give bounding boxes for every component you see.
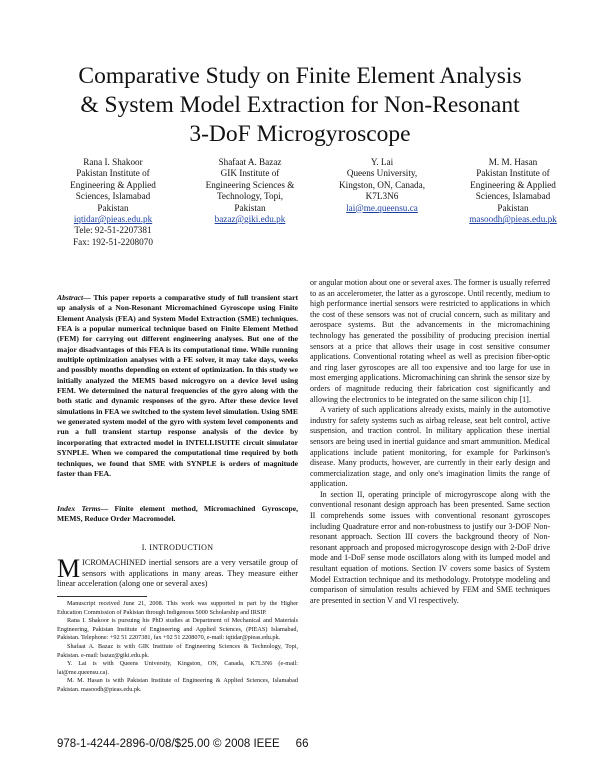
author-affiliation: Sciences, Islamabad	[75, 191, 151, 202]
author-phone: Tele: 92-51-2207381	[74, 225, 152, 236]
author-affiliation: Engineering & Applied	[470, 179, 556, 190]
page-footer	[57, 738, 308, 750]
footnote-divider	[57, 596, 147, 597]
author-affiliation: Queens University,	[346, 168, 418, 179]
author-affiliation: Pakistan Institute of	[476, 168, 550, 179]
body-paragraph: or angular motion about one or several axes. The former is usually referred to as an accelerometer, the latter as a gyroscope. Until recently, medium to high performance inertial sensors were restricted to applications in which the cost of these sensors was not of crucial concern, such as military and aerospace systems. But the advancements in the micromachining technology has generated the possibility of producing precision inertial sensors at a price that allows their usage in cost sensitive consumer applications. Conventional rotating wheel as well as precision fiber-optic and ring laser gyroscopes are all too expensive and too large for use in most emerging applications. Micromachining can shrink the sensor size by orders of magnitude reducing their fabrication cost significantly and allowing the electronics to be integrated on the same silicon chip [1].	[310, 278, 550, 404]
paper-title	[30, 62, 570, 149]
body-paragraph: In section II, operating principle of microgyroscope along with the conventional resonant design approach has been presented. Same section II comprehends some issues with conventional resonant gyroscopes including Quadrature error and non-robustness to justify our 3-DOF Non-resonant approach. Section III covers the background theory of Non-resonant approach and proposed microgyroscope design with 2-DoF drive mode and 1-DoF sense mode oscillators along with its lumped model and resultant equation of motions. Section IV covers some basics of System Model Extraction technique and its methodology. Prototype modeling and comparison of simulation results achieved by FEM and SME techniques are presented in section V and VI respectively.	[310, 489, 550, 605]
index-terms-text: — Finite element method, Micromachined Gyroscope, MEMS, Reduce Order Macromodel.	[57, 504, 298, 524]
abstract-label: Abstract	[57, 293, 84, 302]
footnote: Shafaat A. Bazaz is with GIK Institute of Engineering Sciences & Technology, Topi, Pakistan. e-mail: bazaz@giki.edu.pk.	[57, 642, 298, 659]
author-affiliation: K7L3N6	[365, 191, 399, 202]
author-email-link[interactable]: lai@me.queensu.ca	[346, 202, 418, 213]
author-affiliation: Pakistan	[497, 202, 529, 213]
footnote: M. M. Hasan is with Pakistan Institute of Engineering & Applied Sciences, Islamabad Pakistan. masoodh@pieas.edu.pk.	[57, 677, 298, 693]
footnotes	[57, 600, 298, 695]
author-email-link[interactable]: bazaz@giki.edu.pk	[214, 214, 286, 225]
footnote: Y. Lai is with Queens University, Kingston, ON, Canada, K7L3N6 (e-mail: lai@me.queensu.ca).	[57, 660, 298, 676]
title-line-3: 3-DoF Microgyroscope	[189, 121, 411, 147]
footnote: Manuscript received June 21, 2008. This work was supported in part by the Higher Education Commission of Pakistan through Indigenous 5000 Scholarship and IRSIP.	[57, 600, 298, 616]
abstract-text: — This paper reports a comparative study of full transient start up analysis of a Non-Resonant Micromachined Gyroscope using Finite Element Analysis (FEA) and System Model Extraction (SME) techniques. FEA is a popular numerical technique based on Finite Element Method (FEM) for carrying out different engineering analyses. But one of the major disadvantages of this FEA is its computational time. While running multiple optimization analyses with a FE solver, it may take days, weeks and possibly months depending on extent of optimization. In this study we initially analyzed the MEMS based microgyro on a device level using FEM. We determined the natural frequencies of the gyro along with the both static and dynamic responses of the gyro. After these device level simulations in FEA we switched to the system level simulation. Using SME we generated system model of the gyro with system level components and run a full transient startup response analysis of the device by incorporating that extracted model in INTELLISUITE circuit simulator SYNPLE. When we compared the computational time required by both techniques, we found that SME with SYNPLE is orders of magnitude faster than FEA.	[57, 293, 298, 478]
intro-paragraph	[57, 554, 298, 590]
author-name: Shafaat A. Bazaz	[218, 157, 282, 167]
author-fax: Fax: 192-51-2208070	[73, 236, 153, 247]
author-affiliation: Pakistan	[97, 202, 129, 213]
author-affiliation: Engineering & Applied	[70, 179, 156, 190]
author-1	[48, 157, 178, 248]
author-affiliation: Sciences, Islamabad	[475, 191, 551, 202]
title-line-2: & System Model Extraction for Non-Resonant	[80, 92, 520, 118]
footnote: Rana I. Shakoor is pursuing his PhD studies at Department of Mechanical and Materials Engineering, Pakistan Institute of Engineering and Applied Sciences, (PIEAS) Islamabad, Pakistan. Telephone: +92 51 2207381, fax +92 51 2208070, e-mail: iqtidar@pieas.edu.pk.	[57, 617, 298, 642]
intro-text: ICROMACHINED inertial sensors are a very versatile group of sensors with applications in many areas. They measure either linear acceleration (along one or several axes)	[57, 558, 298, 589]
author-name: M. M. Hasan	[488, 157, 538, 167]
title-line-1: Comparative Study on Finite Element Analysis	[78, 63, 522, 89]
author-affiliation: Technology, Topi,	[216, 191, 284, 202]
author-email-link[interactable]: iqtidar@pieas.edu.pk	[73, 214, 153, 225]
author-affiliation: Kingston, ON, Canada,	[339, 179, 425, 190]
author-block	[20, 157, 585, 287]
author-affiliation: GIK Institute of	[220, 168, 280, 179]
drop-cap: M	[57, 554, 81, 583]
section-heading-introduction: I. INTRODUCTION	[141, 543, 214, 552]
page-number: 66	[295, 738, 309, 750]
right-column-body	[310, 278, 550, 606]
index-terms	[57, 504, 298, 525]
author-2	[185, 157, 315, 225]
author-name: Rana I. Shakoor	[83, 157, 143, 167]
author-affiliation: Pakistan	[234, 202, 266, 213]
author-name: Y. Lai	[370, 157, 394, 167]
author-4	[448, 157, 578, 225]
author-email-link[interactable]: masoodh@pieas.edu.pk	[469, 214, 557, 225]
author-affiliation: Engineering Sciences &	[205, 179, 295, 190]
body-paragraph: A variety of such applications already exists, mainly in the automotive industry for safety systems such as airbag release, seat belt control, active suspension, and traction control. In military application these inertial sensors are being used in inertial guidance and smart ammunition. Medical applications include patient monitoring, for example for Parkinson's disease. Many products, however, are currently in their early design and commercialization stage, and only one's imagination limits the range of application.	[310, 405, 550, 489]
index-terms-label: Index Terms	[57, 504, 101, 513]
author-3	[322, 157, 442, 214]
abstract	[57, 293, 298, 479]
author-affiliation: Pakistan Institute of	[76, 168, 150, 179]
isbn-copyright: 978-1-4244-2896-0/08/$25.00 © 2008 IEEE	[57, 738, 280, 750]
